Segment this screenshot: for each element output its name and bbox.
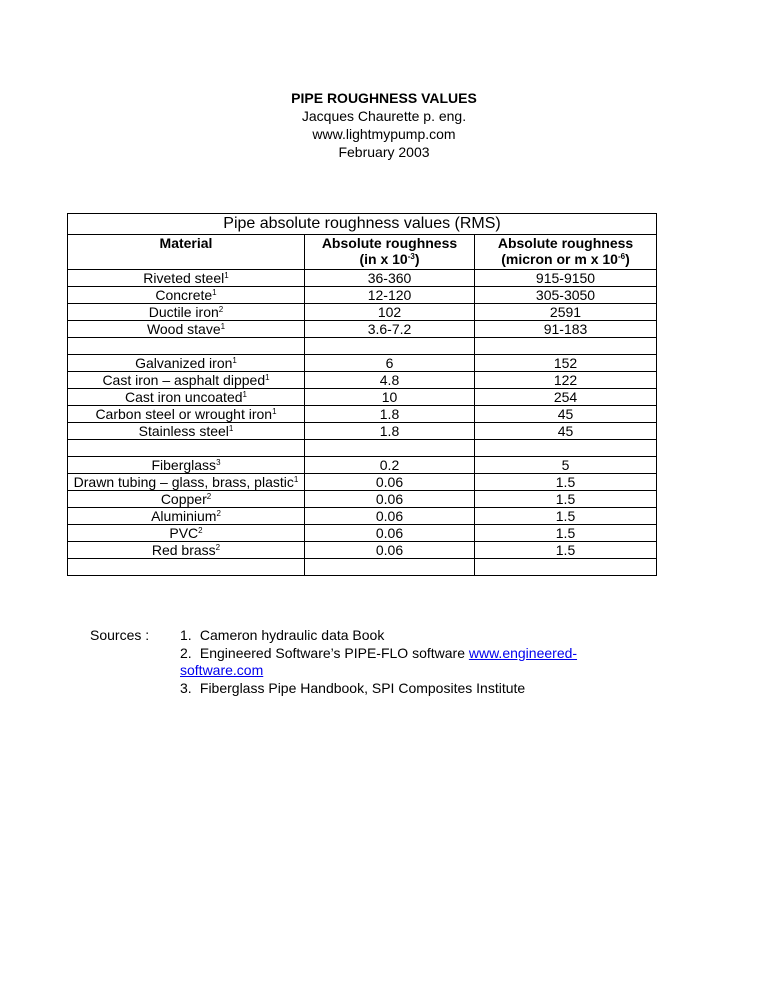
cell-inches: 0.06: [305, 474, 475, 491]
cell-microns: 45: [475, 406, 657, 423]
cell-material: Ductile iron$^2$: [68, 304, 305, 321]
cell-microns: 1.5: [475, 542, 657, 559]
cell-inches: 1.8: [305, 423, 475, 440]
cell-microns: 2591: [475, 304, 657, 321]
cell-inches: 102: [305, 304, 475, 321]
cell-material: Riveted steel$^1$: [68, 270, 305, 287]
table-row: [68, 372, 657, 389]
cell-microns: [475, 440, 657, 457]
cell-inches: 0.06: [305, 542, 475, 559]
cell-microns: [475, 338, 657, 355]
cell-microns: 152: [475, 355, 657, 372]
cell-microns: 1.5: [475, 474, 657, 491]
cell-material: [68, 440, 305, 457]
cell-microns: 1.5: [475, 525, 657, 542]
cell-microns: 1.5: [475, 491, 657, 508]
cell-material: Aluminium$^2$: [68, 508, 305, 525]
date-line: February 2003: [338, 144, 430, 160]
cell-material: Concrete$^1$: [68, 287, 305, 304]
table-row: [68, 440, 657, 457]
document-header: [0, 89, 768, 161]
cell-inches: [305, 338, 475, 355]
cell-microns: 1.5: [475, 508, 657, 525]
cell-inches: 0.06: [305, 525, 475, 542]
source-item: 1. Cameron hydraulic data Book: [180, 627, 385, 643]
table-row: [68, 321, 657, 338]
table-row: [68, 525, 657, 542]
cell-inches: 4.8: [305, 372, 475, 389]
table-row: [68, 406, 657, 423]
cell-material: Copper$^2$: [68, 491, 305, 508]
table-row: [68, 457, 657, 474]
table-row: [68, 508, 657, 525]
cell-microns: 915-9150: [475, 270, 657, 287]
cell-material: Cast iron – asphalt dipped$^1$: [68, 372, 305, 389]
cell-inches: 10: [305, 389, 475, 406]
cell-inches: 3.6-7.2: [305, 321, 475, 338]
source-item: 2. Engineered Software’s PIPE-FLO software www.engineered-software.com: [180, 644, 578, 678]
table-row: [68, 542, 657, 559]
table-row: [68, 389, 657, 406]
cell-material: PVC$^2$: [68, 525, 305, 542]
table-row: [68, 355, 657, 372]
column-header-inches: Absolute roughness (in x $10^{-3}$): [305, 235, 475, 270]
cell-inches: [305, 559, 475, 576]
cell-microns: 122: [475, 372, 657, 389]
cell-microns: 45: [475, 423, 657, 440]
cell-material: Drawn tubing – glass, brass, plastic$^1$: [68, 474, 305, 491]
sources-list: [180, 627, 650, 697]
table-row: [68, 423, 657, 440]
cell-microns: [475, 559, 657, 576]
cell-microns: 91-183: [475, 321, 657, 338]
cell-microns: 254: [475, 389, 657, 406]
table-row: [68, 338, 657, 355]
cell-material: Wood stave$^1$: [68, 321, 305, 338]
document-title: PIPE ROUGHNESS VALUES: [291, 90, 477, 106]
roughness-table: [67, 213, 657, 576]
cell-inches: [305, 440, 475, 457]
cell-material: Stainless steel$^1$: [68, 423, 305, 440]
cell-material: [68, 559, 305, 576]
cell-inches: 0.06: [305, 491, 475, 508]
cell-material: [68, 338, 305, 355]
table-row: [68, 559, 657, 576]
cell-material: Galvanized iron$^1$: [68, 355, 305, 372]
cell-inches: 36-360: [305, 270, 475, 287]
cell-material: Cast iron uncoated$^1$: [68, 389, 305, 406]
column-header-microns: Absolute roughness (micron or m x $10^{-6}$): [475, 235, 657, 270]
cell-inches: 1.8: [305, 406, 475, 423]
cell-inches: 6: [305, 355, 475, 372]
source-link[interactable]: www.engineered-software.com: [180, 644, 578, 678]
cell-material: Fiberglass$^3$: [68, 457, 305, 474]
author-line: Jacques Chaurette p. eng.: [301, 108, 467, 124]
cell-microns: 5: [475, 457, 657, 474]
sources-label: Sources :: [90, 627, 150, 643]
table-row: [68, 474, 657, 491]
cell-microns: 305-3050: [475, 287, 657, 304]
table-row: [68, 270, 657, 287]
cell-material: Carbon steel or wrought iron$^1$: [68, 406, 305, 423]
table-row: [68, 491, 657, 508]
cell-inches: 0.2: [305, 457, 475, 474]
cell-inches: 12-120: [305, 287, 475, 304]
website-line: www.lightmypump.com: [312, 126, 456, 142]
table-caption: Pipe absolute roughness values (RMS): [68, 214, 657, 235]
table-body: [68, 270, 657, 576]
table-row: [68, 287, 657, 304]
source-item: 3. Fiberglass Pipe Handbook, SPI Composites Institute: [180, 679, 526, 696]
cell-inches: 0.06: [305, 508, 475, 525]
column-header-material: Material: [68, 235, 305, 270]
table-row: [68, 304, 657, 321]
cell-material: Red brass$^2$: [68, 542, 305, 559]
